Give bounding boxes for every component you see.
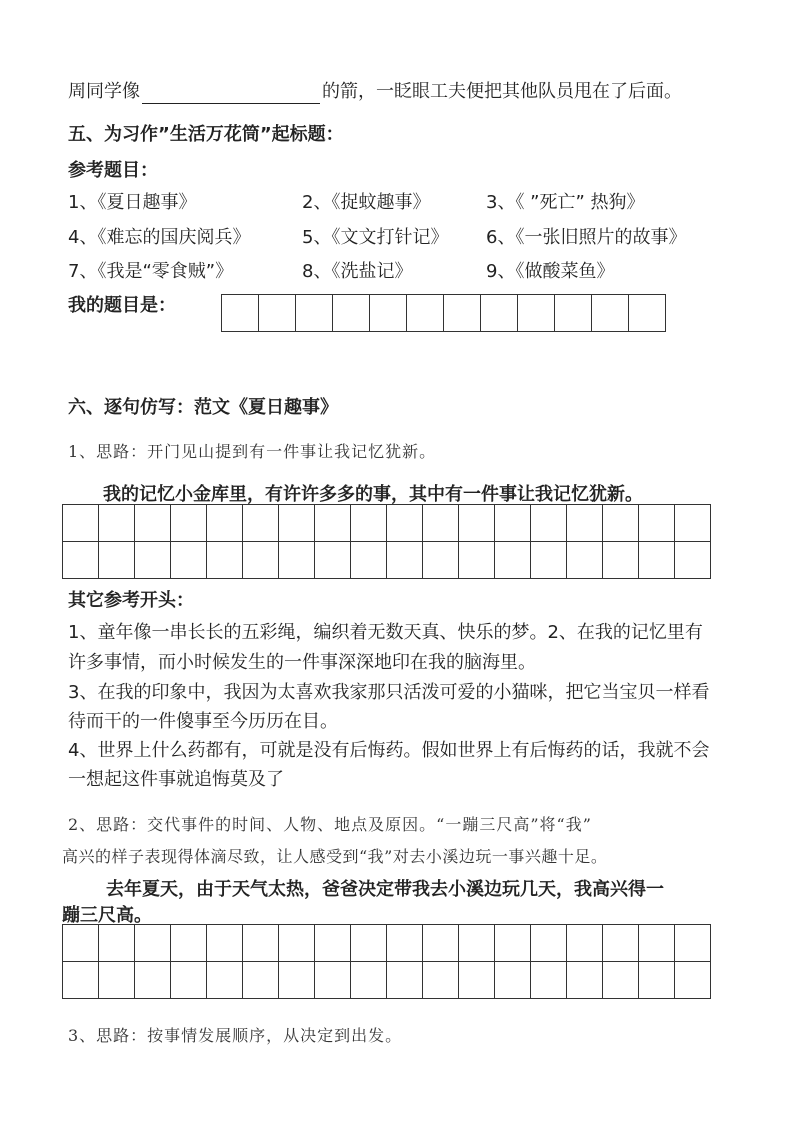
section-6-heading: 六、逐句仿写：范文《夏日趣事》 [68, 397, 338, 418]
grid-cell[interactable] [639, 962, 675, 999]
grid-cell[interactable] [315, 962, 351, 999]
model-sentence-2-line-2: 蹦三尺高。 [62, 905, 152, 926]
grid-cell[interactable] [351, 962, 387, 999]
grid-cell[interactable] [407, 295, 444, 332]
grid-cell[interactable] [444, 295, 481, 332]
grid-cell[interactable] [518, 295, 555, 332]
grid-cell[interactable] [531, 962, 567, 999]
grid-cell[interactable] [531, 542, 567, 579]
ref-title-1: 1、《夏日趣事》 [68, 192, 197, 213]
grid-cell[interactable] [495, 962, 531, 999]
grid-cell[interactable] [171, 962, 207, 999]
answer-blank[interactable] [142, 85, 320, 104]
grid-cell[interactable] [387, 542, 423, 579]
opening-line: 待而干的一件傻事至今历历在目。 [68, 711, 338, 732]
grid-cell[interactable] [207, 925, 243, 962]
grid-cell[interactable] [459, 962, 495, 999]
grid-cell[interactable] [243, 542, 279, 579]
grid-cell[interactable] [351, 505, 387, 542]
grid-cell[interactable] [555, 295, 592, 332]
grid-cell[interactable] [135, 542, 171, 579]
grid-cell[interactable] [459, 505, 495, 542]
grid-cell[interactable] [315, 505, 351, 542]
section-5-heading: 五、为习作”生活万花筒”起标题： [68, 124, 344, 145]
ref-title-9: 9、《做酸菜鱼》 [486, 261, 615, 282]
grid-cell[interactable] [387, 962, 423, 999]
grid-cell[interactable] [603, 962, 639, 999]
grid-cell[interactable] [531, 925, 567, 962]
grid-cell[interactable] [495, 505, 531, 542]
opening-line: 3、在我的印象中，我因为太喜欢我家那只活泼可爱的小猫咪，把它当宝贝一样看 [68, 682, 710, 703]
grid-cell[interactable] [279, 962, 315, 999]
grid-cell[interactable] [675, 925, 711, 962]
grid-cell[interactable] [171, 925, 207, 962]
grid-cell[interactable] [99, 542, 135, 579]
grid-cell[interactable] [629, 295, 666, 332]
grid-cell[interactable] [423, 925, 459, 962]
grid-cell[interactable] [387, 925, 423, 962]
grid-cell[interactable] [675, 542, 711, 579]
grid-cell[interactable] [603, 542, 639, 579]
grid-cell[interactable] [259, 295, 296, 332]
my-title-label: 我的题目是： [68, 295, 176, 316]
writing-grid-2[interactable] [62, 924, 711, 999]
grid-cell[interactable] [370, 295, 407, 332]
idea-2-line-1: 2、思路：交代事件的时间、人物、地点及原因。“一蹦三尺高”将“我” [68, 815, 592, 834]
grid-cell[interactable] [567, 505, 603, 542]
grid-cell[interactable] [243, 962, 279, 999]
grid-cell[interactable] [243, 505, 279, 542]
grid-cell[interactable] [603, 925, 639, 962]
grid-cell[interactable] [639, 925, 675, 962]
ref-title-3: 3、《 ”死亡” 热狗》 [486, 192, 645, 213]
grid-cell[interactable] [243, 925, 279, 962]
grid-cell[interactable] [207, 505, 243, 542]
grid-cell[interactable] [567, 962, 603, 999]
model-sentence-1: 我的记忆小金库里，有许许多多的事，其中有一件事让我记忆犹新。 [103, 484, 643, 505]
grid-cell[interactable] [99, 505, 135, 542]
grid-cell[interactable] [63, 542, 99, 579]
grid-cell[interactable] [603, 505, 639, 542]
grid-cell[interactable] [495, 542, 531, 579]
grid-cell[interactable] [207, 962, 243, 999]
grid-cell[interactable] [459, 925, 495, 962]
grid-cell[interactable] [279, 505, 315, 542]
idea-3: 3、思路：按事情发展顺序，从决定到出发。 [68, 1026, 403, 1045]
grid-cell[interactable] [99, 925, 135, 962]
grid-cell[interactable] [495, 925, 531, 962]
grid-cell[interactable] [567, 925, 603, 962]
idea-2-line-2: 高兴的样子表现得体滴尽致，让人感受到“我”对去小溪边玩一事兴趣十足。 [62, 847, 608, 866]
grid-cell[interactable] [207, 542, 243, 579]
grid-cell[interactable] [296, 295, 333, 332]
grid-cell[interactable] [351, 925, 387, 962]
ref-title-8: 8、《洗盐记》 [302, 261, 413, 282]
grid-cell[interactable] [315, 925, 351, 962]
opening-line: 4、世界上什么药都有，可就是没有后悔药。假如世界上有后悔药的话，我就不会 [68, 740, 710, 761]
grid-cell[interactable] [423, 962, 459, 999]
grid-cell[interactable] [171, 505, 207, 542]
ref-title-2: 2、《捉蚊趣事》 [302, 192, 431, 213]
grid-cell[interactable] [675, 505, 711, 542]
my-title-grid[interactable] [221, 294, 666, 332]
grid-cell[interactable] [567, 542, 603, 579]
grid-cell[interactable] [63, 925, 99, 962]
opening-line: 一想起这件事就追悔莫及了 [68, 769, 284, 790]
grid-cell[interactable] [387, 505, 423, 542]
grid-cell[interactable] [531, 505, 567, 542]
sentence-suffix: 的箭，一眨眼工夫便把其他队员甩在了后面。 [322, 81, 682, 102]
opening-line: 许多事情，而小时候发生的一件事深深地印在我的脑海里。 [68, 652, 536, 673]
grid-cell[interactable] [279, 542, 315, 579]
grid-cell[interactable] [315, 542, 351, 579]
grid-cell[interactable] [279, 925, 315, 962]
grid-cell[interactable] [481, 295, 518, 332]
grid-cell[interactable] [592, 295, 629, 332]
grid-cell[interactable] [675, 962, 711, 999]
grid-cell[interactable] [423, 542, 459, 579]
ref-title-5: 5、《文文打针记》 [302, 227, 449, 248]
grid-cell[interactable] [639, 542, 675, 579]
reference-titles-heading: 参考题目： [68, 160, 158, 181]
sentence-prefix: 周同学像 [68, 81, 140, 102]
writing-grid-1[interactable] [62, 504, 711, 579]
ref-title-4: 4、《难忘的国庆阅兵》 [68, 227, 251, 248]
grid-cell[interactable] [63, 505, 99, 542]
grid-cell[interactable] [135, 925, 171, 962]
grid-cell[interactable] [171, 542, 207, 579]
fill-blank-sentence [68, 80, 682, 104]
grid-cell[interactable] [135, 962, 171, 999]
model-sentence-2-line-1: 去年夏天，由于天气太热，爸爸决定带我去小溪边玩几天，我高兴得一 [106, 879, 664, 900]
grid-cell[interactable] [135, 505, 171, 542]
grid-cell[interactable] [639, 505, 675, 542]
other-openings-heading: 其它参考开头： [68, 590, 194, 611]
grid-cell[interactable] [423, 505, 459, 542]
grid-cell[interactable] [222, 295, 259, 332]
opening-line: 1、童年像一串长长的五彩绳，编织着无数天真、快乐的梦。2、在我的记忆里有 [68, 622, 703, 643]
grid-cell[interactable] [99, 962, 135, 999]
grid-cell[interactable] [351, 542, 387, 579]
ref-title-6: 6、《一张旧照片的故事》 [486, 227, 687, 248]
grid-cell[interactable] [333, 295, 370, 332]
grid-cell[interactable] [459, 542, 495, 579]
idea-1: 1、思路：开门见山提到有一件事让我记忆犹新。 [68, 442, 437, 461]
grid-cell[interactable] [63, 962, 99, 999]
ref-title-7: 7、《我是“零食贼”》 [68, 261, 234, 282]
